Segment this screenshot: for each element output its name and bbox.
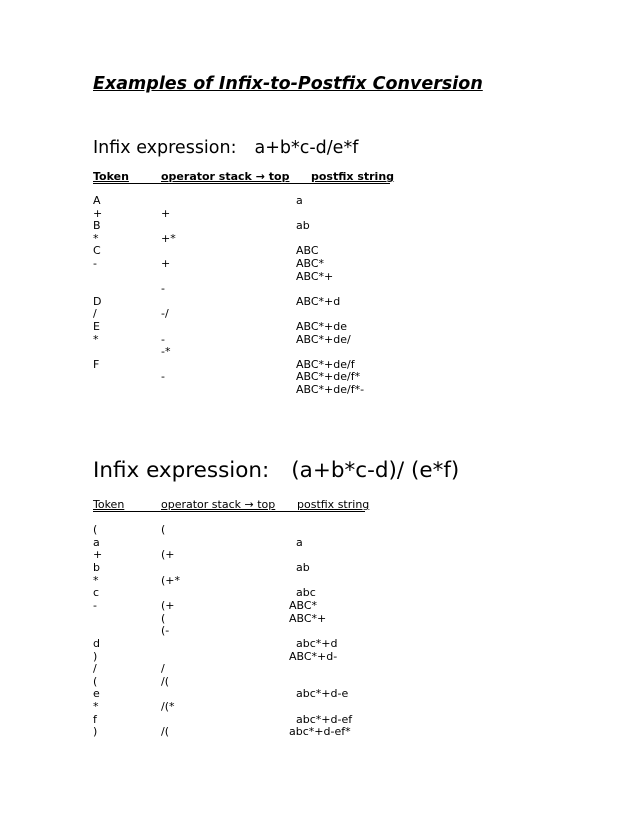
section1-row-token: C — [93, 244, 101, 258]
section2-expression: (a+b*c-d)/ (e*f) — [291, 458, 460, 483]
section1-row-stack: + — [161, 206, 171, 220]
section1-row-token: * — [93, 231, 99, 245]
section1-row-token: A — [93, 194, 101, 207]
section1-row-postfix: ABC*+ — [296, 269, 334, 283]
section2-row-token: - — [93, 598, 97, 612]
section1-row-postfix: ABC* — [296, 257, 325, 270]
section1-row-stack: - — [161, 370, 165, 384]
section1-row-stack: +* — [161, 231, 176, 245]
section1-row-stack: - — [161, 282, 165, 296]
section1-row-postfix: ABC*+de/f*- — [296, 383, 365, 396]
section2-heading — [93, 458, 459, 483]
page-title: Examples of Infix-to-Postfix Conversion — [93, 74, 483, 94]
section1-row-postfix: ABC*+de — [296, 320, 348, 333]
section1-header-rule — [93, 183, 390, 184]
section2-header-rule — [93, 511, 365, 512]
section2-row-token: * — [93, 700, 99, 714]
section1-row-stack: -* — [161, 345, 171, 359]
section1-row-token: * — [93, 332, 99, 346]
section2-row-postfix: ABC*+ — [289, 611, 327, 625]
section2-row-stack: (+ — [161, 598, 175, 612]
section2-row-stack: /( — [161, 725, 169, 739]
section2-row-postfix: abc*+d — [296, 636, 338, 650]
section2-row-token: ) — [93, 725, 98, 739]
section2-row-token: c — [93, 586, 100, 600]
section2-postfix-header: postfix string — [297, 498, 370, 511]
section2-row-postfix: abc*+d-ef* — [289, 725, 351, 739]
section1-row-token: - — [93, 257, 97, 270]
section2-row-token: ( — [93, 674, 98, 688]
section2-row-stack: ( — [161, 611, 166, 625]
section1-heading — [93, 138, 358, 158]
section1-row-token: E — [93, 320, 100, 333]
section1-row-postfix: ABC*+de/ — [296, 332, 351, 346]
section2-row-stack: (+* — [161, 573, 181, 587]
section1-row-postfix: ab — [296, 219, 310, 233]
section1-row-postfix: a — [296, 194, 303, 207]
section2-row-token: e — [93, 687, 100, 701]
section1-row-postfix: ABC*+d — [296, 294, 341, 308]
section1-stack-header: operator stack → top — [161, 170, 290, 183]
section1-row-postfix: ABC*+de/f — [296, 357, 355, 371]
section2-row-token: b — [93, 560, 100, 574]
section1-row-token: + — [93, 206, 103, 220]
section2-row-token: * — [93, 573, 99, 587]
section1-row-stack: - — [161, 332, 165, 346]
section1-row-stack: + — [161, 257, 171, 270]
section2-row-postfix: ab — [296, 560, 310, 574]
section2-token-header: Token — [93, 498, 125, 511]
section2-row-stack: / — [161, 662, 165, 676]
section2-row-stack: /( — [161, 674, 169, 688]
section2-row-postfix: a — [296, 535, 303, 549]
section1-row-token: B — [93, 219, 101, 233]
section2-row-stack: (- — [161, 624, 170, 638]
section2-row-postfix: abc — [296, 586, 316, 600]
section2-row-token: / — [93, 662, 97, 676]
section1-row-token: F — [93, 357, 100, 371]
section1-row-postfix: ABC*+de/f* — [296, 370, 361, 384]
section2-row-postfix: abc*+d-e — [296, 687, 349, 701]
section2-row-token: a — [93, 535, 100, 549]
section2-row-stack: ( — [161, 523, 166, 536]
section2-stack-header: operator stack → top — [161, 498, 276, 511]
section1-postfix-header: postfix string — [311, 170, 395, 183]
section2-row-token: ( — [93, 523, 98, 536]
section2-row-postfix: ABC*+d- — [289, 649, 338, 663]
section1-row-stack: -/ — [161, 307, 169, 321]
section1-label: Infix expression: — [93, 138, 237, 158]
section1-row-token: D — [93, 294, 102, 308]
section2-row-token: f — [93, 712, 97, 726]
section2-row-token: d — [93, 636, 100, 650]
section1-token-header: Token — [93, 170, 129, 183]
section2-row-postfix: abc*+d-ef — [296, 712, 353, 726]
section1-row-postfix: ABC — [296, 244, 319, 258]
section2-row-postfix: ABC* — [289, 598, 318, 612]
section1-expression: a+b*c-d/e*f — [254, 138, 359, 158]
section2-row-token: + — [93, 548, 103, 562]
section2-label: Infix expression: — [93, 458, 270, 483]
section1-row-token: / — [93, 307, 97, 321]
section2-row-stack: /(* — [161, 700, 175, 714]
section2-row-token: ) — [93, 649, 98, 663]
section2-row-stack: (+ — [161, 548, 175, 562]
